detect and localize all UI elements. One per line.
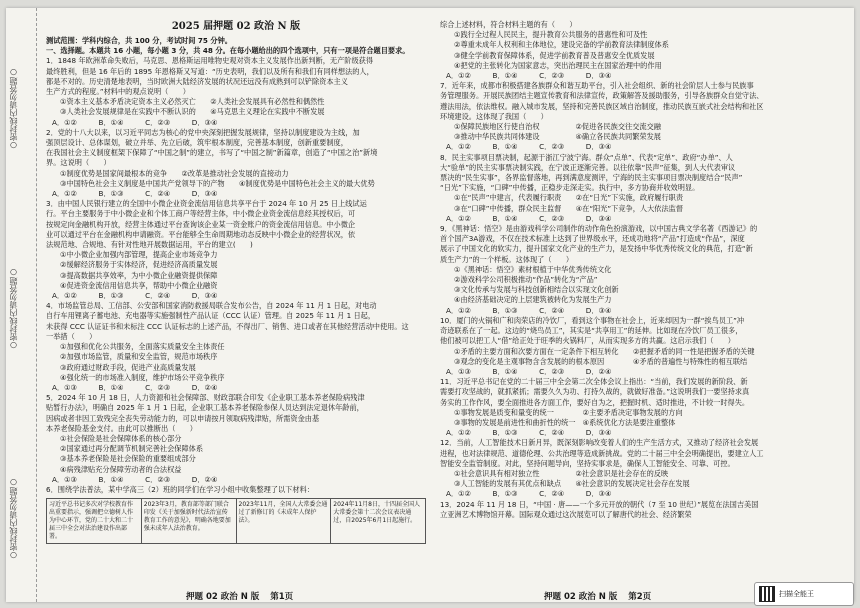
question-13 (440, 500, 844, 520)
question-options: ①社会意识具有相对独立性 ②社会意识是社会存在的反映 (454, 468, 669, 478)
question-text: 强顶层设计、总体谋划，破立并举、先立后破，筑牢根本制度，完善基本制度，创新重要制度， (46, 138, 348, 148)
answer-choices: A．①③ B．①④ C．②③ D．②④ (52, 382, 218, 392)
seal-line-label: ○密封线内请勿答题○ (9, 68, 18, 150)
question-options: ①践行全过程人民民主，提升教育公共服务的普惠性和可及性 (454, 30, 648, 40)
question-text: 立亚洲艺术博物馆开幕。国际观众通过这次展览可以了解唐代的社会、经济繁荣 (440, 509, 692, 519)
question-text: 2．党的十八大以来，以习近平同志为核心的党中央深刻把握发展规律，坚持以制度建设为主线，加 (46, 127, 360, 137)
question-text: 需要打攻坚战的，就抓紧抓；需要久久为功、打持久战的，就做好准备。”这说明我们一要坚持求真 (440, 387, 750, 397)
question-text: 进程，也对法律规范、道德伦理、公共治理等造成新挑战。党的二十届三中全会明确提出，要建立人工 (440, 448, 764, 458)
answer-choices: A．①② B．①③ C．②④ D．③④ (446, 305, 612, 315)
page-footer (544, 590, 659, 602)
question-text: 9．《黑神话：悟空》是由游戏科学公司制作的动作角色扮演游戏，以中国古典文学名著《西游记》的 (440, 224, 758, 234)
question-options: ③观念的变化是主观事物含含发展的的根本原因 ④矛盾的普遍性与特殊性的相互联结 (454, 356, 748, 366)
question-options: ①保障民族地区行使自治权 ②促进各民族交往交流交融 (454, 122, 661, 132)
question-12 (440, 438, 844, 499)
exam-intro: 测试范围：学科内综合，共 100 分，考试时间 75 分钟。 (46, 36, 232, 45)
question-text: 未获得 CCC 认证证书和未标注 CCC 认证标志的上述产品，不得出厂、销售、进口或者在其他经营活动中使用。这 (46, 321, 409, 331)
question-3 (46, 199, 426, 301)
question-text: 一举措（ ） (46, 331, 97, 341)
question-2 (46, 128, 426, 199)
seal-line-label: ○密封线内请勿答题○ (9, 478, 18, 560)
question-text: 界。这说明（ ） (46, 158, 111, 168)
question-text: 本养老保险基金支付。由此可以推断出（ ） (46, 423, 197, 433)
question-options: ③在“口碑”中传播，群众民主监督 ④在“阳光”下竞争，人大依法监督 (454, 203, 684, 213)
question-options: ③健全学前教育保障体系，促进学前教育普及普惠安全优质发展 (454, 50, 655, 60)
page-2-column (440, 20, 844, 520)
material-cell: 习近平总书记多次对学校教育作出重要指示，强调把立德树人作为中心环节，党的二十大和二十届三中全会对法治建设作出部署。 (47, 499, 142, 543)
question-text: 务管理服务。开展民族团结主题宣传教育和法律宣传，政策解答及援助服务，引导各族群众自觉守法、 (440, 91, 764, 101)
footer-title: 押题 02 政治 N 版 (544, 592, 618, 602)
question-text: 首个国产3A游戏，不仅在技术标准上达到了世界级水平，还成功地将“产品”打造成“作品”，深度 (440, 234, 745, 244)
question-text: 1．1848 年欧洲革命失败后，马克思、恩格斯运用唯物史观对资本主义发展作出新判断，无产阶级获得 (46, 56, 374, 66)
question-text: 最终胜利，但是 16 年后的 1895 年恩格斯又写道：“历史表明，我们以及所有和我们有同样想法的人， (46, 66, 374, 76)
question-options: ①加强和优化公共服务，全面落实质量安全主体责任 (60, 342, 225, 352)
question-9 (440, 224, 844, 316)
answer-choices: A．①② B．①④ C．②③ D．③④ (446, 71, 612, 81)
question-4 (46, 301, 426, 393)
question-options: ④强化统一的市场准入制度，维护市场公平竞争秩序 (60, 372, 225, 382)
question-text: 在我国社会主义制度框架下保障了“中国之制”的建立，书写了“中国之制”新篇章，创造了“中国之治”新境 (46, 148, 378, 158)
question-text: 8．民主实事项目票决制，起源于浙江宁波宁海。群众“点单”、代表“定单”、政府“办单”、人 (440, 152, 733, 162)
question-6-continued (440, 20, 844, 81)
question-options: ③文化传承与发展与科技创新相结合以实现文化创新 (454, 285, 619, 295)
question-text: “日光”下实施，“口碑”中传播，正稳步走深走实。执行中，多方协商并收效明显。 (440, 183, 700, 193)
question-1 (46, 56, 426, 127)
answer-choices: A．①③ B．①④ C．②③ D．②④ (52, 474, 218, 484)
page-footer (186, 590, 301, 602)
question-text: 大“验单”的民主实事票决制实践，在宁波正逐渐完善。以往依靠“民声”征集，到人大代表审议 (440, 162, 736, 172)
question-options: ②缓解经济服务于实体经济，促进经济高质量发展 (60, 260, 218, 270)
question-text: 法规范地、合规地、有针对性地开展数据运用，平台的建立( ) (46, 240, 253, 250)
question-options: ①在“民声”中建言，代表履行职责 ②在“日光”下实施，政府履行职责 (454, 193, 684, 203)
seal-line-gutter (6, 8, 37, 602)
answer-choices: A．①② B．①④ C．②③ D．③④ (52, 117, 218, 127)
question-text: 务实的工作作风，要全面推进各方面工作，要好自为之，把握时机、适时推进，不计较一时得失。 (440, 397, 750, 407)
question-text: 7．近年来，成都市积极搭建各族群众和谐互助平台，引入社会组织、新的社会阶层人士参与民族事 (440, 81, 754, 91)
question-options: ③政府通过财政手段，促进产业高质量发展 (60, 362, 196, 372)
answer-choices: A．①② B．①④ C．②③ D．③④ (446, 213, 612, 223)
question-text: 6．围绕学法普法，某中学高三（2）班的同学们在学习小组中收集整理了以下材料： (46, 484, 314, 494)
question-options: ①中小微企业加强内部管理，提高企业市场竞争力 (60, 250, 218, 260)
answer-choices: A．①② B．①③ C．②④ D．③④ (446, 428, 612, 438)
question-text: 生产方式的程度。”材料中的观点说明（ ） (46, 87, 190, 97)
question-text: 贴暂行办法》，明确自 2025 年 1 月 1 日起，企业职工基本养老保险参保人员达到法定退休年龄前， (46, 403, 364, 413)
question-text: 因病或者非因工致残完全丧失劳动能力的，可以申请按月领取病残津贴，所需资金由基 (46, 413, 320, 423)
exam-sheet (6, 8, 854, 602)
question-options: ③推动中华民族共同体建设 ④确立各民族共同繁荣发展 (454, 132, 661, 142)
question-text: 4．市场监管总局、工信部、公安部和国家消防救援局联合发布公告，自 2024 年 11 月 1 日起，对电动 (46, 301, 377, 311)
question-options: ①社会保险是社会保障体系的核心部分 (60, 433, 182, 443)
question-options: ③提高数据共享效率，为中小微企业融资提供保障 (60, 270, 218, 280)
page-number: 第1页 (270, 592, 294, 602)
question-text: 行。平台主要服务于中小微企业和个体工商户等经营主体，中小微企业资金流信息经其授权后，可 (46, 209, 356, 219)
scanner-watermark (754, 582, 854, 606)
question-text: 11．习近平总书记在党的二十届三中全会第二次全体会议上指出：“当前，我们发展的新阶段、新 (440, 377, 748, 387)
question-options: ③事物的发展是前进性和曲折性的统一 ④系统优化方法是要注重整体 (454, 417, 676, 427)
question-6 (46, 485, 426, 544)
question-text: 环境建设。这体现了我国（ ） (440, 111, 548, 121)
watermark-text: 扫描全能王 (779, 590, 814, 598)
answer-choices: A．①② B．①③ C．②④ D．③④ (52, 189, 218, 199)
question-options: ②国家通过再分配调节机制完善社会保障体系 (60, 444, 204, 454)
question-options: ③人类社会发展规律是在实践中不断认识的 ④马克思主义理论在实践中不断发展 (60, 107, 325, 117)
question-options: ①制度优势是国家间最根本的竞争 ②改革是推动社会发展的直接动力 (60, 168, 289, 178)
page-number: 第2页 (628, 592, 652, 602)
question-text: 遵法用法，依法维权。融入城市发展，坚持和完善民族区域自治制度，推动民族互嵌式社会结构和社区 (440, 101, 764, 111)
question-8 (440, 153, 844, 224)
qr-code-icon (759, 586, 775, 602)
material-cell: 2024年11月8日，十四届全国人大常委会第十二次会议表决通过，自2025年6月1日起施行。 (333, 501, 420, 525)
question-10 (440, 316, 844, 377)
question-options: ②游戏科学公司积极推动“作品”转化为“产品” (454, 275, 598, 285)
question-text: 10．厦门的火锅和广和肉荣店的冷饮厂，看到这个事物在社会上，近来却因为一群“挨鸟员工”冲 (440, 315, 745, 325)
question-options: ①矛盾的主要方面和次要方面在一定条件下相互转化 ②把握矛盾的同一性是把握矛盾的关键 (454, 346, 755, 356)
page-1-column (46, 20, 426, 544)
question-text: 展示了中国文化的软实力，提升国家文化产业的生产力，是发扬中华优秀传统文化的典范，打造“新 (440, 244, 753, 254)
question-options: ③中国特色社会主义制度是中国共产党领导下的产物 ④制度优势是中国特色社会主义的最大优势 (60, 178, 375, 188)
question-options: ④病残津贴充分保障劳动者的合法权益 (60, 464, 182, 474)
question-text: 质生产力”的一个样板。这体现了（ ） (440, 254, 574, 264)
question-options: ③人工智能的发展有其优点和缺点 ④社会意识的发展决定社会存在发展 (454, 479, 690, 489)
question-text: 综合上述材料，符合材料主题的有（ ） (440, 20, 577, 29)
material-table (46, 498, 426, 544)
answer-choices: A．①② B．①③ C．②④ D．③④ (446, 489, 612, 499)
question-text: 自行车用锂离子蓄电池、充电器等实施强制性产品认证（CCC 认证）管理。自 2025 年 11 月 1 日起， (46, 311, 376, 321)
question-options: ①《黑神话：悟空》素材根植于中华优秀传统文化 (454, 264, 612, 274)
question-options: ④由经济基础决定的上层建筑被转化为发展生产力 (454, 295, 612, 305)
question-options: ③基本养老保险是社会保险的重要组成部分 (60, 454, 196, 464)
question-options: ①事物发展是质变和量变的统一 ②主要矛盾决定事物发展的方向 (454, 407, 683, 417)
question-text: 他们被可以把工人“借”给正处于旺季的火锅料厂，从而实现多方的共赢。这启示我们（ ） (440, 336, 735, 346)
question-7 (440, 81, 844, 152)
question-text: 智能安全监管制度。对此，坚持问题导向，坚持实事求是，确保人工智能安全、可靠、可控。 (440, 458, 735, 468)
question-5 (46, 393, 426, 485)
question-text: 业可以通过平台在金融机构申请融资。平台能够全生命周期地动态反映中小微企业的经营状况，依 (46, 229, 356, 239)
question-text: 都是不对的。历史清楚地表明，当时欧洲大陆经济发展的状况还远没有成熟到可以铲除资本主义 (46, 76, 348, 86)
answer-choices: A．①② B．①④ C．②③ D．③④ (446, 142, 612, 152)
question-text: 3．由中国人民银行建立的全国中小微企业资金流信用信息共享平台于 2024 年 10 月 25 日上线试运 (46, 199, 367, 209)
answer-choices: A．①② B．①③ C．②④ D．③④ (52, 291, 218, 301)
question-options: ④促进资金流信用信息共享，帮助中小微企业融资 (60, 280, 218, 290)
footer-title: 押题 02 政治 N 版 (186, 592, 260, 602)
seal-line-label: ○密封线内请勿答题○ (9, 268, 18, 350)
question-text: 12．当前，人工智能技术日新月异，既深刻影响改变着人们的生产生活方式，又推动了经济社会发展 (440, 438, 759, 448)
answer-choices: A．①③ B．①④ C．②③ D．②④ (446, 366, 612, 376)
question-options: ②加强市场监管，质量和安全监管，规范市场秩序 (60, 352, 218, 362)
section-heading: 一、选择题。本题共 16 小题，每小题 3 分，共 48 分。在每小题给出的四个选项中，只有一项是符合题目要求。 (46, 46, 410, 56)
question-options: ①资本主义基本矛盾决定资本主义必然灭亡 ②人类社会发展具有必然性和偶然性 (60, 97, 325, 107)
material-cell: 2023年3月，教育部等部门联合印发《关于加强新时代法治宣传教育工作的意见》，明确各地要加强未成年人法治教育。 (142, 499, 237, 543)
question-text: 票决的“民生实事”，各界监督落地，再到满意度测评，宁海的民主实事项目票决制度结合“民声” (440, 173, 743, 183)
material-cell: 2023年11月，全国人大常委会通过了新修订的《未成年人保护法》。 (237, 499, 332, 543)
question-options: ④把党的主张转化为国家意志，突出治理民主在国家治理中的作用 (454, 60, 662, 70)
question-text: 5．2024 年 10 月 18 日，人力资源和社会保障部、财政部联合印发《企业职工基本养老保险病残津 (46, 393, 365, 403)
question-text: 按规定向金融机构开放，经营主体通过平台查询该企业某一资金账户的资金流信用信息。中小微企 (46, 219, 356, 229)
question-11 (440, 377, 844, 438)
question-text: 奇迹联系在了一起。这边的“烧鸟员工”，其实是“共享用工”的延伸。比如现在冷饮厂员工很多， (440, 326, 743, 336)
question-options: ②尊重未成年人权利和主体地位，建设完备的学前教育法律制度体系 (454, 40, 669, 50)
question-text: 13．2024 年 11 月 18 日，“中国 · 唐——一个多元开放的朝代（7 至 10 世纪）”展览在法国吉美国 (440, 499, 759, 509)
page-title: 2025 届押题 02 政治 N 版 (171, 21, 301, 32)
